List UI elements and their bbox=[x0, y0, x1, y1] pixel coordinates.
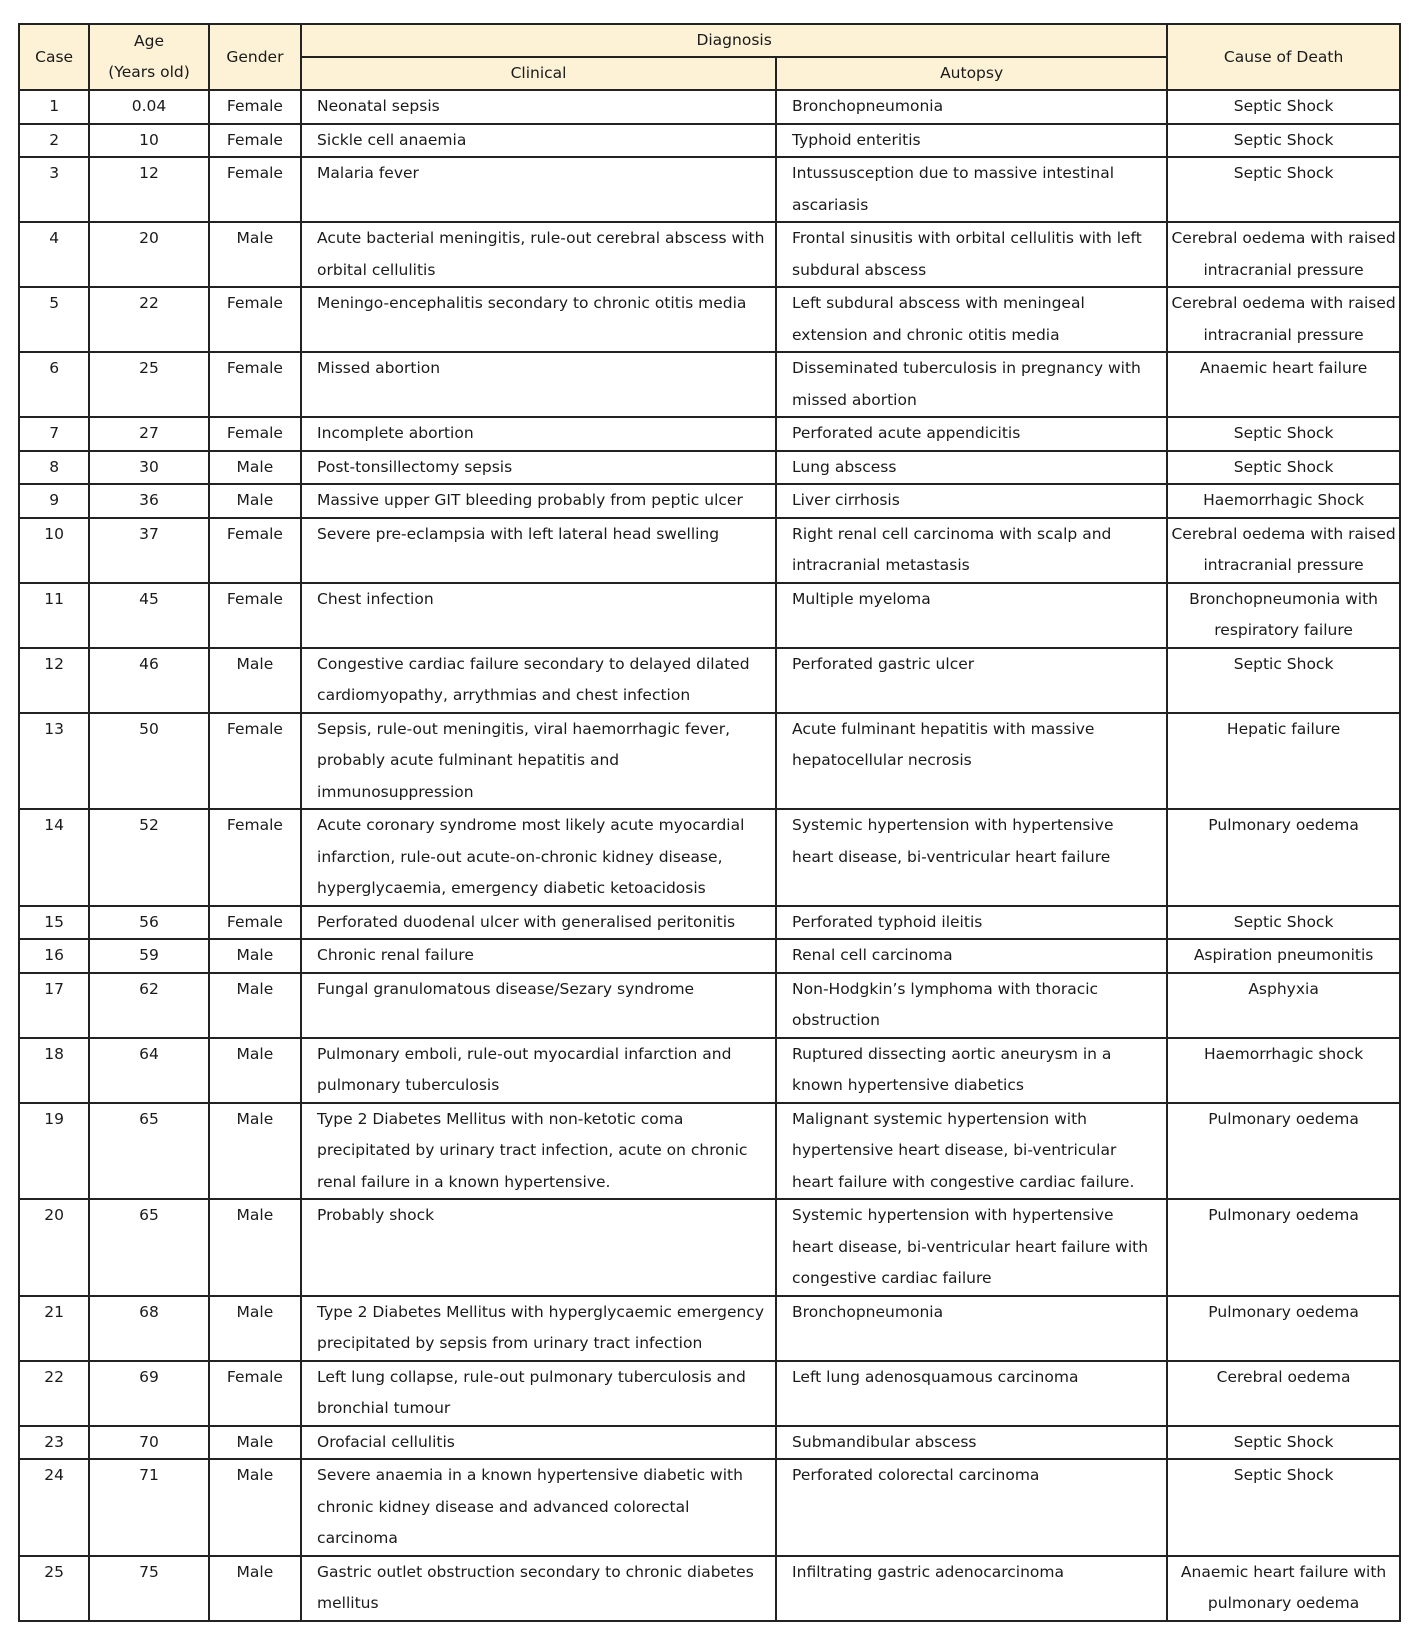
cell-autopsy-diagnosis: Right renal cell carcinoma with scalp and intracranial metastasis bbox=[776, 518, 1167, 583]
cell-autopsy-diagnosis: Malignant systemic hypertension with hypertensive heart disease, bi-ventricular heart failure with congestive cardiac failure. bbox=[776, 1103, 1167, 1200]
cell-clinical-diagnosis: Incomplete abortion bbox=[301, 417, 776, 451]
table-row bbox=[19, 1426, 1400, 1460]
table-row bbox=[19, 518, 1400, 583]
cell-case: 1 bbox=[19, 90, 89, 124]
table-row bbox=[19, 1556, 1400, 1621]
cell-age: 62 bbox=[89, 973, 209, 1038]
header-autopsy: Autopsy bbox=[776, 57, 1167, 90]
cell-gender: Male bbox=[209, 939, 301, 973]
header-case: Case bbox=[19, 24, 89, 90]
table-row bbox=[19, 809, 1400, 906]
cell-clinical-diagnosis: Post-tonsillectomy sepsis bbox=[301, 451, 776, 485]
cell-age: 20 bbox=[89, 222, 209, 287]
cell-cause-of-death: Cerebral oedema with raised intracranial pressure bbox=[1167, 518, 1400, 583]
table-row bbox=[19, 1038, 1400, 1103]
cell-cause-of-death: Asphyxia bbox=[1167, 973, 1400, 1038]
cell-case: 2 bbox=[19, 124, 89, 158]
cell-clinical-diagnosis: Gastric outlet obstruction secondary to chronic diabetes mellitus bbox=[301, 1556, 776, 1621]
cell-gender: Male bbox=[209, 1038, 301, 1103]
cell-gender: Male bbox=[209, 1199, 301, 1296]
cell-case: 12 bbox=[19, 648, 89, 713]
cell-clinical-diagnosis: Congestive cardiac failure secondary to delayed dilated cardiomyopathy, arrythmias and chest infection bbox=[301, 648, 776, 713]
cell-autopsy-diagnosis: Systemic hypertension with hypertensive heart disease, bi-ventricular heart failure bbox=[776, 809, 1167, 906]
cell-clinical-diagnosis: Type 2 Diabetes Mellitus with hyperglycaemic emergency precipitated by sepsis from urinary tract infection bbox=[301, 1296, 776, 1361]
cell-clinical-diagnosis: Severe anaemia in a known hypertensive diabetic with chronic kidney disease and advanced colorectal carcinoma bbox=[301, 1459, 776, 1556]
cell-cause-of-death: Pulmonary oedema bbox=[1167, 1103, 1400, 1200]
cell-gender: Female bbox=[209, 1361, 301, 1426]
cell-gender: Female bbox=[209, 809, 301, 906]
cell-case: 9 bbox=[19, 484, 89, 518]
table-row bbox=[19, 713, 1400, 810]
cell-age: 56 bbox=[89, 906, 209, 940]
table-row bbox=[19, 648, 1400, 713]
cell-autopsy-diagnosis: Perforated gastric ulcer bbox=[776, 648, 1167, 713]
cell-gender: Female bbox=[209, 352, 301, 417]
cell-clinical-diagnosis: Pulmonary emboli, rule-out myocardial infarction and pulmonary tuberculosis bbox=[301, 1038, 776, 1103]
cell-age: 45 bbox=[89, 583, 209, 648]
cell-autopsy-diagnosis: Perforated acute appendicitis bbox=[776, 417, 1167, 451]
table-row bbox=[19, 451, 1400, 485]
cell-gender: Female bbox=[209, 90, 301, 124]
cell-age: 65 bbox=[89, 1199, 209, 1296]
cell-cause-of-death: Haemorrhagic Shock bbox=[1167, 484, 1400, 518]
cell-autopsy-diagnosis: Ruptured dissecting aortic aneurysm in a known hypertensive diabetics bbox=[776, 1038, 1167, 1103]
cell-cause-of-death: Septic Shock bbox=[1167, 1459, 1400, 1556]
cell-age: 52 bbox=[89, 809, 209, 906]
cell-cause-of-death: Haemorrhagic shock bbox=[1167, 1038, 1400, 1103]
cell-autopsy-diagnosis: Bronchopneumonia bbox=[776, 90, 1167, 124]
cell-gender: Male bbox=[209, 484, 301, 518]
cell-age: 68 bbox=[89, 1296, 209, 1361]
cell-age: 0.04 bbox=[89, 90, 209, 124]
cell-age: 65 bbox=[89, 1103, 209, 1200]
cell-clinical-diagnosis: Chest infection bbox=[301, 583, 776, 648]
cell-gender: Female bbox=[209, 518, 301, 583]
cell-case: 10 bbox=[19, 518, 89, 583]
cell-gender: Male bbox=[209, 1103, 301, 1200]
cell-clinical-diagnosis: Malaria fever bbox=[301, 157, 776, 222]
cell-gender: Male bbox=[209, 973, 301, 1038]
table-row bbox=[19, 1459, 1400, 1556]
cell-case: 6 bbox=[19, 352, 89, 417]
table-row bbox=[19, 222, 1400, 287]
cell-case: 17 bbox=[19, 973, 89, 1038]
table-row bbox=[19, 352, 1400, 417]
cell-case: 7 bbox=[19, 417, 89, 451]
cell-autopsy-diagnosis: Systemic hypertension with hypertensive heart disease, bi-ventricular heart failure with congestive cardiac failure bbox=[776, 1199, 1167, 1296]
cell-cause-of-death: Cerebral oedema with raised intracranial pressure bbox=[1167, 222, 1400, 287]
cell-autopsy-diagnosis: Perforated colorectal carcinoma bbox=[776, 1459, 1167, 1556]
table-row bbox=[19, 1296, 1400, 1361]
cell-case: 8 bbox=[19, 451, 89, 485]
cell-autopsy-diagnosis: Left lung adenosquamous carcinoma bbox=[776, 1361, 1167, 1426]
cell-age: 37 bbox=[89, 518, 209, 583]
cell-autopsy-diagnosis: Infiltrating gastric adenocarcinoma bbox=[776, 1556, 1167, 1621]
table-row bbox=[19, 583, 1400, 648]
cell-case: 15 bbox=[19, 906, 89, 940]
cell-gender: Female bbox=[209, 417, 301, 451]
cell-gender: Female bbox=[209, 157, 301, 222]
cell-autopsy-diagnosis: Liver cirrhosis bbox=[776, 484, 1167, 518]
table-header bbox=[19, 24, 1400, 90]
cell-clinical-diagnosis: Orofacial cellulitis bbox=[301, 1426, 776, 1460]
cell-gender: Female bbox=[209, 287, 301, 352]
table-row bbox=[19, 90, 1400, 124]
cell-case: 21 bbox=[19, 1296, 89, 1361]
cell-case: 5 bbox=[19, 287, 89, 352]
header-age bbox=[89, 24, 209, 90]
cell-autopsy-diagnosis: Left subdural abscess with meningeal extension and chronic otitis media bbox=[776, 287, 1167, 352]
case-table bbox=[18, 23, 1401, 1622]
cell-autopsy-diagnosis: Acute fulminant hepatitis with massive hepatocellular necrosis bbox=[776, 713, 1167, 810]
cell-age: 50 bbox=[89, 713, 209, 810]
cell-clinical-diagnosis: Type 2 Diabetes Mellitus with non-ketotic coma precipitated by urinary tract infection, acute on chronic renal failure in a known hypertensive. bbox=[301, 1103, 776, 1200]
cell-cause-of-death: Septic Shock bbox=[1167, 1426, 1400, 1460]
cell-age: 69 bbox=[89, 1361, 209, 1426]
cell-cause-of-death: Septic Shock bbox=[1167, 648, 1400, 713]
cell-gender: Male bbox=[209, 1556, 301, 1621]
cell-cause-of-death: Anaemic heart failure with pulmonary oedema bbox=[1167, 1556, 1400, 1621]
cell-gender: Female bbox=[209, 124, 301, 158]
cell-gender: Male bbox=[209, 222, 301, 287]
cell-gender: Male bbox=[209, 1426, 301, 1460]
header-diagnosis: Diagnosis bbox=[301, 24, 1167, 57]
cell-gender: Female bbox=[209, 583, 301, 648]
cell-autopsy-diagnosis: Submandibular abscess bbox=[776, 1426, 1167, 1460]
cell-case: 24 bbox=[19, 1459, 89, 1556]
cell-gender: Female bbox=[209, 906, 301, 940]
cell-cause-of-death: Septic Shock bbox=[1167, 124, 1400, 158]
table-row bbox=[19, 1103, 1400, 1200]
cell-case: 16 bbox=[19, 939, 89, 973]
table-row bbox=[19, 484, 1400, 518]
cell-age: 64 bbox=[89, 1038, 209, 1103]
cell-autopsy-diagnosis: Multiple myeloma bbox=[776, 583, 1167, 648]
cell-clinical-diagnosis: Meningo-encephalitis secondary to chronic otitis media bbox=[301, 287, 776, 352]
table-row bbox=[19, 906, 1400, 940]
autopsy-case-table bbox=[18, 23, 1401, 1622]
cell-cause-of-death: Aspiration pneumonitis bbox=[1167, 939, 1400, 973]
cell-autopsy-diagnosis: Intussusception due to massive intestinal ascariasis bbox=[776, 157, 1167, 222]
cell-clinical-diagnosis: Perforated duodenal ulcer with generalised peritonitis bbox=[301, 906, 776, 940]
cell-gender: Female bbox=[209, 713, 301, 810]
cell-case: 25 bbox=[19, 1556, 89, 1621]
cell-autopsy-diagnosis: Renal cell carcinoma bbox=[776, 939, 1167, 973]
cell-age: 22 bbox=[89, 287, 209, 352]
cell-cause-of-death: Septic Shock bbox=[1167, 157, 1400, 222]
cell-cause-of-death: Anaemic heart failure bbox=[1167, 352, 1400, 417]
cell-cause-of-death: Cerebral oedema with raised intracranial pressure bbox=[1167, 287, 1400, 352]
table-body bbox=[19, 90, 1400, 1621]
cell-cause-of-death: Septic Shock bbox=[1167, 451, 1400, 485]
cell-cause-of-death: Pulmonary oedema bbox=[1167, 1296, 1400, 1361]
cell-age: 30 bbox=[89, 451, 209, 485]
cell-age: 10 bbox=[89, 124, 209, 158]
cell-clinical-diagnosis: Acute coronary syndrome most likely acute myocardial infarction, rule-out acute-on-chronic kidney disease, hyperglycaemia, emergency diabetic ketoacidosis bbox=[301, 809, 776, 906]
cell-clinical-diagnosis: Neonatal sepsis bbox=[301, 90, 776, 124]
cell-cause-of-death: Septic Shock bbox=[1167, 906, 1400, 940]
cell-case: 11 bbox=[19, 583, 89, 648]
cell-cause-of-death: Cerebral oedema bbox=[1167, 1361, 1400, 1426]
cell-cause-of-death: Pulmonary oedema bbox=[1167, 1199, 1400, 1296]
cell-clinical-diagnosis: Chronic renal failure bbox=[301, 939, 776, 973]
cell-clinical-diagnosis: Massive upper GIT bleeding probably from peptic ulcer bbox=[301, 484, 776, 518]
table-row bbox=[19, 1361, 1400, 1426]
cell-autopsy-diagnosis: Non-Hodgkin’s lymphoma with thoracic obstruction bbox=[776, 973, 1167, 1038]
cell-clinical-diagnosis: Probably shock bbox=[301, 1199, 776, 1296]
table-row bbox=[19, 973, 1400, 1038]
cell-clinical-diagnosis: Severe pre-eclampsia with left lateral head swelling bbox=[301, 518, 776, 583]
cell-age: 36 bbox=[89, 484, 209, 518]
cell-case: 20 bbox=[19, 1199, 89, 1296]
cell-age: 27 bbox=[89, 417, 209, 451]
cell-autopsy-diagnosis: Lung abscess bbox=[776, 451, 1167, 485]
cell-case: 4 bbox=[19, 222, 89, 287]
cell-age: 12 bbox=[89, 157, 209, 222]
cell-gender: Male bbox=[209, 451, 301, 485]
table-row bbox=[19, 417, 1400, 451]
cell-clinical-diagnosis: Left lung collapse, rule-out pulmonary tuberculosis and bronchial tumour bbox=[301, 1361, 776, 1426]
header-clinical: Clinical bbox=[301, 57, 776, 90]
cell-gender: Male bbox=[209, 648, 301, 713]
cell-cause-of-death: Septic Shock bbox=[1167, 417, 1400, 451]
cell-cause-of-death: Bronchopneumonia with respiratory failure bbox=[1167, 583, 1400, 648]
cell-clinical-diagnosis: Missed abortion bbox=[301, 352, 776, 417]
cell-case: 19 bbox=[19, 1103, 89, 1200]
header-age-line1: Age bbox=[134, 32, 164, 50]
table-row bbox=[19, 157, 1400, 222]
cell-clinical-diagnosis: Sickle cell anaemia bbox=[301, 124, 776, 158]
cell-age: 75 bbox=[89, 1556, 209, 1621]
cell-case: 23 bbox=[19, 1426, 89, 1460]
cell-cause-of-death: Hepatic failure bbox=[1167, 713, 1400, 810]
cell-age: 25 bbox=[89, 352, 209, 417]
cell-cause-of-death: Pulmonary oedema bbox=[1167, 809, 1400, 906]
cell-case: 18 bbox=[19, 1038, 89, 1103]
header-age-line2: (Years old) bbox=[108, 63, 190, 81]
cell-autopsy-diagnosis: Typhoid enteritis bbox=[776, 124, 1167, 158]
cell-autopsy-diagnosis: Disseminated tuberculosis in pregnancy with missed abortion bbox=[776, 352, 1167, 417]
cell-clinical-diagnosis: Sepsis, rule-out meningitis, viral haemorrhagic fever, probably acute fulminant hepatitis and immunosuppression bbox=[301, 713, 776, 810]
cell-case: 14 bbox=[19, 809, 89, 906]
table-row bbox=[19, 939, 1400, 973]
header-gender: Gender bbox=[209, 24, 301, 90]
cell-cause-of-death: Septic Shock bbox=[1167, 90, 1400, 124]
cell-autopsy-diagnosis: Frontal sinusitis with orbital cellulitis with left subdural abscess bbox=[776, 222, 1167, 287]
cell-age: 59 bbox=[89, 939, 209, 973]
cell-gender: Male bbox=[209, 1459, 301, 1556]
cell-autopsy-diagnosis: Bronchopneumonia bbox=[776, 1296, 1167, 1361]
cell-clinical-diagnosis: Fungal granulomatous disease/Sezary syndrome bbox=[301, 973, 776, 1038]
cell-case: 22 bbox=[19, 1361, 89, 1426]
table-row bbox=[19, 124, 1400, 158]
cell-age: 70 bbox=[89, 1426, 209, 1460]
table-row bbox=[19, 1199, 1400, 1296]
cell-case: 13 bbox=[19, 713, 89, 810]
cell-gender: Male bbox=[209, 1296, 301, 1361]
cell-age: 71 bbox=[89, 1459, 209, 1556]
cell-clinical-diagnosis: Acute bacterial meningitis, rule-out cerebral abscess with orbital cellulitis bbox=[301, 222, 776, 287]
cell-case: 3 bbox=[19, 157, 89, 222]
cell-autopsy-diagnosis: Perforated typhoid ileitis bbox=[776, 906, 1167, 940]
table-row bbox=[19, 287, 1400, 352]
header-cause-of-death: Cause of Death bbox=[1167, 24, 1400, 90]
cell-age: 46 bbox=[89, 648, 209, 713]
